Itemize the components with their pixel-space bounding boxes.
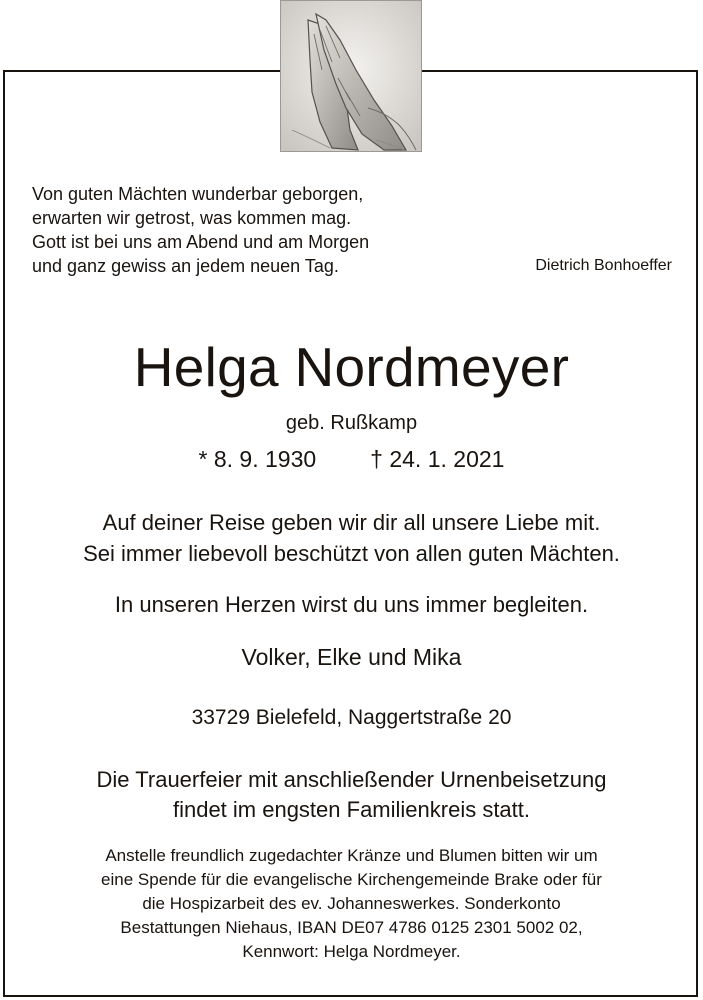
- poem-line: Von guten Mächten wunderbar geborgen,: [32, 184, 364, 204]
- farewell-message: [0, 507, 703, 569]
- funeral-line: findet im engsten Familienkreis statt.: [172, 797, 531, 822]
- poem-line: erwarten wir getrost, was kommen mag.: [32, 208, 352, 228]
- poem-line: Gott ist bei uns am Abend und am Morgen: [32, 232, 370, 252]
- birth-date: * 8. 9. 1930: [198, 446, 317, 472]
- message-line: Sei immer liebevoll beschützt von allen guten Mächten.: [83, 541, 620, 566]
- donation-line: eine Spende für die evangelische Kirchengemeinde Brake oder für: [101, 870, 602, 889]
- donation-line: Kennwort: Helga Nordmeyer.: [242, 942, 461, 961]
- donation-line: Anstelle freundlich zugedachter Kränze und Blumen bitten wir um: [105, 846, 598, 865]
- remembrance-line: In unseren Herzen wirst du uns immer begleiten.: [114, 592, 589, 617]
- maiden-name: geb. Rußkamp: [285, 412, 418, 434]
- mourners-names: Volker, Elke und Mika: [241, 644, 462, 670]
- poem-author: Dietrich Bonhoeffer: [535, 257, 672, 274]
- message-line: Auf deiner Reise geben wir dir all unsere Liebe mit.: [102, 510, 601, 535]
- donation-line: die Hospizarbeit des ev. Johanneswerkes. Sonderkonto: [142, 894, 561, 913]
- deceased-name: Helga Nordmeyer: [133, 336, 570, 398]
- funeral-line: Die Trauerfeier mit anschließender Urnenbeisetzung: [96, 767, 607, 792]
- death-date: † 24. 1. 2021: [370, 446, 505, 472]
- life-dates: [0, 444, 703, 474]
- praying-hands-icon: [280, 0, 422, 152]
- donation-line: Bestattungen Niehaus, IBAN DE07 4786 0125 2301 5002 02,: [120, 918, 583, 937]
- poem-block: [32, 182, 672, 278]
- poem-line: und ganz gewiss an jedem neuen Tag.: [32, 256, 339, 276]
- funeral-notice: [0, 765, 703, 825]
- family-address: 33729 Bielefeld, Naggertstraße 20: [191, 706, 512, 729]
- donation-request: [0, 844, 703, 964]
